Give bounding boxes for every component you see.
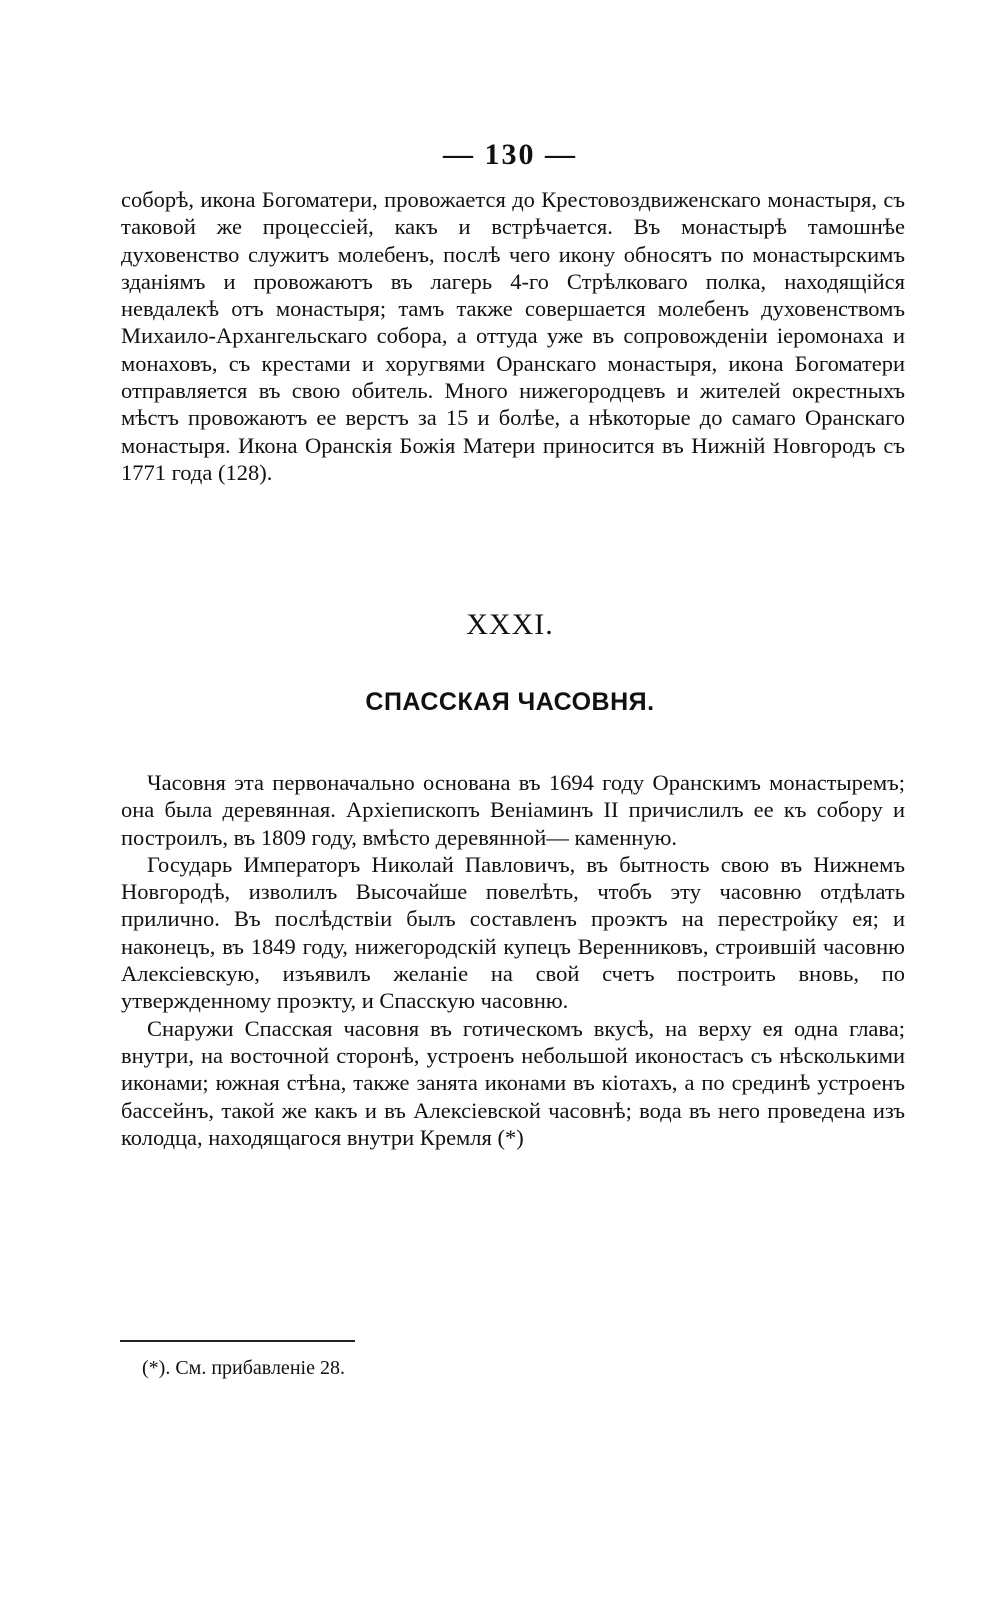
page-number: — 130 — [443, 138, 577, 171]
section-body [121, 769, 905, 1151]
section-paragraph-1: Часовня эта первоначально основана въ 1694 году Оранскимъ монастыремъ; она была деревянная. Архіепископъ Веніаминъ II причислилъ ее къ собору и построилъ, въ 1809 году, вмѣсто деревянной— каменную. [121, 770, 905, 850]
section-paragraph-3: Снаружи Спасская часовня въ готическомъ вкусѣ, на верху ея одна глава; внутри, на восточной сторонѣ, устроенъ небольшой иконостасъ съ нѣсколькими иконами; южная стѣна, также занята иконами въ кіотахъ, а по срединѣ устроенъ бассейнъ, такой же какъ и въ Алексіевской часовнѣ; вода въ него проведена изъ колодца, находящагося внутри Кремля (*) [121, 1015, 905, 1150]
section-paragraph-2: Государь Императоръ Николай Павловичъ, въ бытность свою въ Нижнемъ Новгородѣ, изволилъ Высочайше повелѣть, чтобъ эту часовню отдѣлать прилично. Въ послѣдствіи былъ составленъ проэктъ на перестройку ея; и наконецъ, въ 1849 году, нижегородскій купецъ Веренниковъ, строившій часовню Алексіевскую, изъявилъ желаніе на свой счетъ построить вновь, по утвержденному проэкту, и Спасскую часовню. [121, 851, 905, 1014]
section-number: XXXI. [466, 608, 554, 641]
continuation-paragraph: соборѣ, икона Богоматери, провожается до Крестовоздвиженскаго монастыря, съ таковой же процессіей, какъ и встрѣчается. Въ монастырѣ тамошнѣе духовенство служитъ молебенъ, послѣ чего икону обносятъ по монастырскимъ зданіямъ и провожаютъ въ лагерь 4-го Стрѣлковаго полка, находящійся невдалекѣ отъ монастыря; тамъ также совершается молебенъ духовенствомъ Михаило-Архангельскаго собора, а оттуда уже въ сопровожденіи іеромонаха и монаховъ, съ крестами и хоругвями Оранскаго монастыря, икона Богоматери отправляется въ свою обитель. Много нижегородцевъ и жителей окрестныхъ мѣстъ провожаютъ ее верстъ за 15 и болѣе, а нѣкоторые до самаго Оранскаго монастыря. Икона Оранскія Божія Матери приносится въ Нижній Новгородъ съ 1771 года (128). [121, 187, 905, 485]
footnote: (*). См. прибавленіе 28. [142, 1357, 345, 1379]
footnote-divider [120, 1340, 355, 1342]
continuation-text [121, 186, 905, 486]
section-title: СПАССКАЯ ЧАСОВНЯ. [365, 688, 655, 716]
